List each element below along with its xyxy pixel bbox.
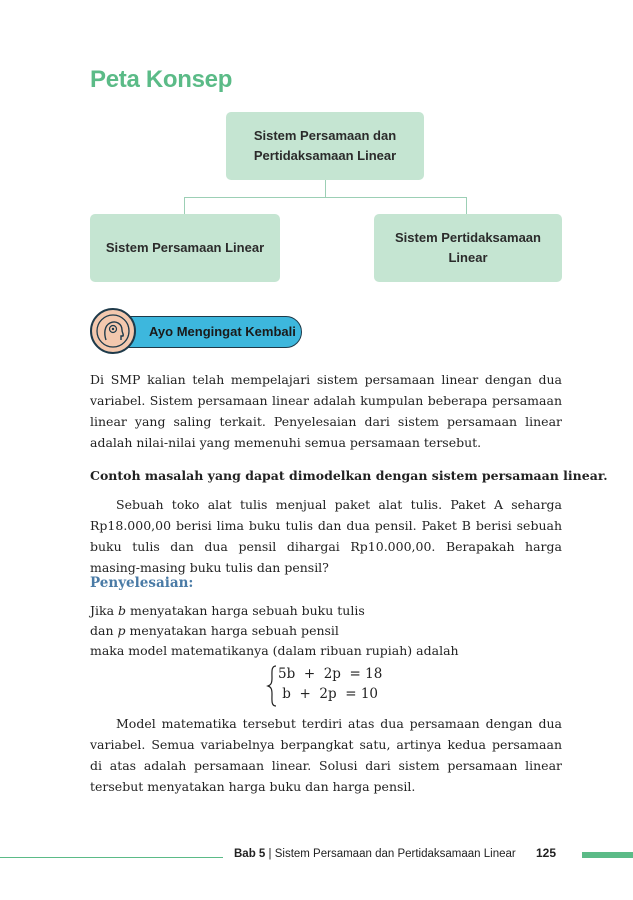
example-paragraph: Sebuah toko alat tulis menjual paket alat tulis. Paket A seharga Rp18.000,00 berisi lima buku tulis dan dua pensil. Paket B berisi sebuah buku tulis dan dua pensil dihargai Rp10.000,00. Berapakah harga masing-masing buku tulis dan pensil?: [90, 497, 562, 575]
concept-right-box: [374, 214, 562, 282]
variable-p: p: [117, 623, 126, 638]
equation-2: b + 2p = 10: [278, 686, 379, 702]
equation-system: [266, 664, 406, 708]
footer-chapter-title: Sistem Persamaan dan Pertidaksamaan Linear: [274, 848, 516, 860]
example-heading: Contoh masalah yang dapat dimodelkan dengan sistem persamaan linear.: [90, 468, 608, 483]
page-title: Peta Konsep: [90, 66, 233, 93]
footer-separator: |: [265, 848, 275, 860]
reminder-label: Ayo Mengingat Kembali: [149, 324, 296, 339]
intro-paragraph: Di SMP kalian telah mempelajari sistem persamaan linear dengan dua variabel. Sistem persamaan linear adalah kumpulan beberapa persamaan linear yang saling terkait. Penyelesaian dari sistem persamaan linear adalah nilai-nilai yang memenuhi semua persamaan tersebut.: [90, 372, 562, 450]
concept-left-label: Sistem Persamaan Linear: [105, 240, 265, 255]
concept-root-line2: Pertidaksamaan Linear: [253, 148, 397, 163]
solution-line-3: maka model matematikanya (dalam ribuan rupiah) adalah: [90, 643, 459, 658]
solution-line-2-pre: dan: [90, 623, 118, 638]
concept-root-box: [226, 112, 424, 180]
connector-vertical-left: [184, 197, 185, 214]
head-icon: [90, 308, 136, 354]
concept-root-line1: Sistem Persamaan dan: [253, 128, 397, 143]
variable-b: b: [118, 603, 127, 618]
solution-heading: Penyelesaian:: [90, 575, 194, 591]
solution-line-2-post: menyatakan harga sebuah pensil: [125, 623, 339, 638]
equation-1: 5b + 2p = 18: [278, 666, 383, 682]
concept-left-box: [90, 214, 280, 282]
connector-horizontal: [184, 197, 467, 198]
footer-accent-bar: [582, 852, 633, 858]
page-number: 125: [536, 846, 557, 860]
solution-line-1: [90, 601, 365, 621]
left-brace-icon: [266, 664, 278, 708]
footer-chapter-number: Bab 5: [234, 848, 266, 860]
concept-right-line1: Sistem Pertidaksamaan: [395, 230, 541, 245]
solution-line-1-post: menyatakan harga sebuah buku tulis: [126, 603, 365, 618]
footer-chapter: [234, 848, 516, 860]
footer-rule: [0, 857, 223, 858]
solution-line-1-pre: Jika: [90, 603, 119, 618]
solution-line-2: [90, 621, 339, 641]
connector-vertical-right: [466, 197, 467, 214]
conclusion-paragraph: Model matematika tersebut terdiri atas dua persamaan dengan dua variabel. Semua variabelnya berpangkat satu, artinya kedua persamaan di atas adalah persamaan linear. Solusi dari sistem persamaan linear tersebut menyatakan harga buku dan harga pensil.: [90, 716, 562, 794]
connector-vertical-top: [325, 180, 326, 197]
concept-right-line2: Linear: [448, 250, 488, 265]
